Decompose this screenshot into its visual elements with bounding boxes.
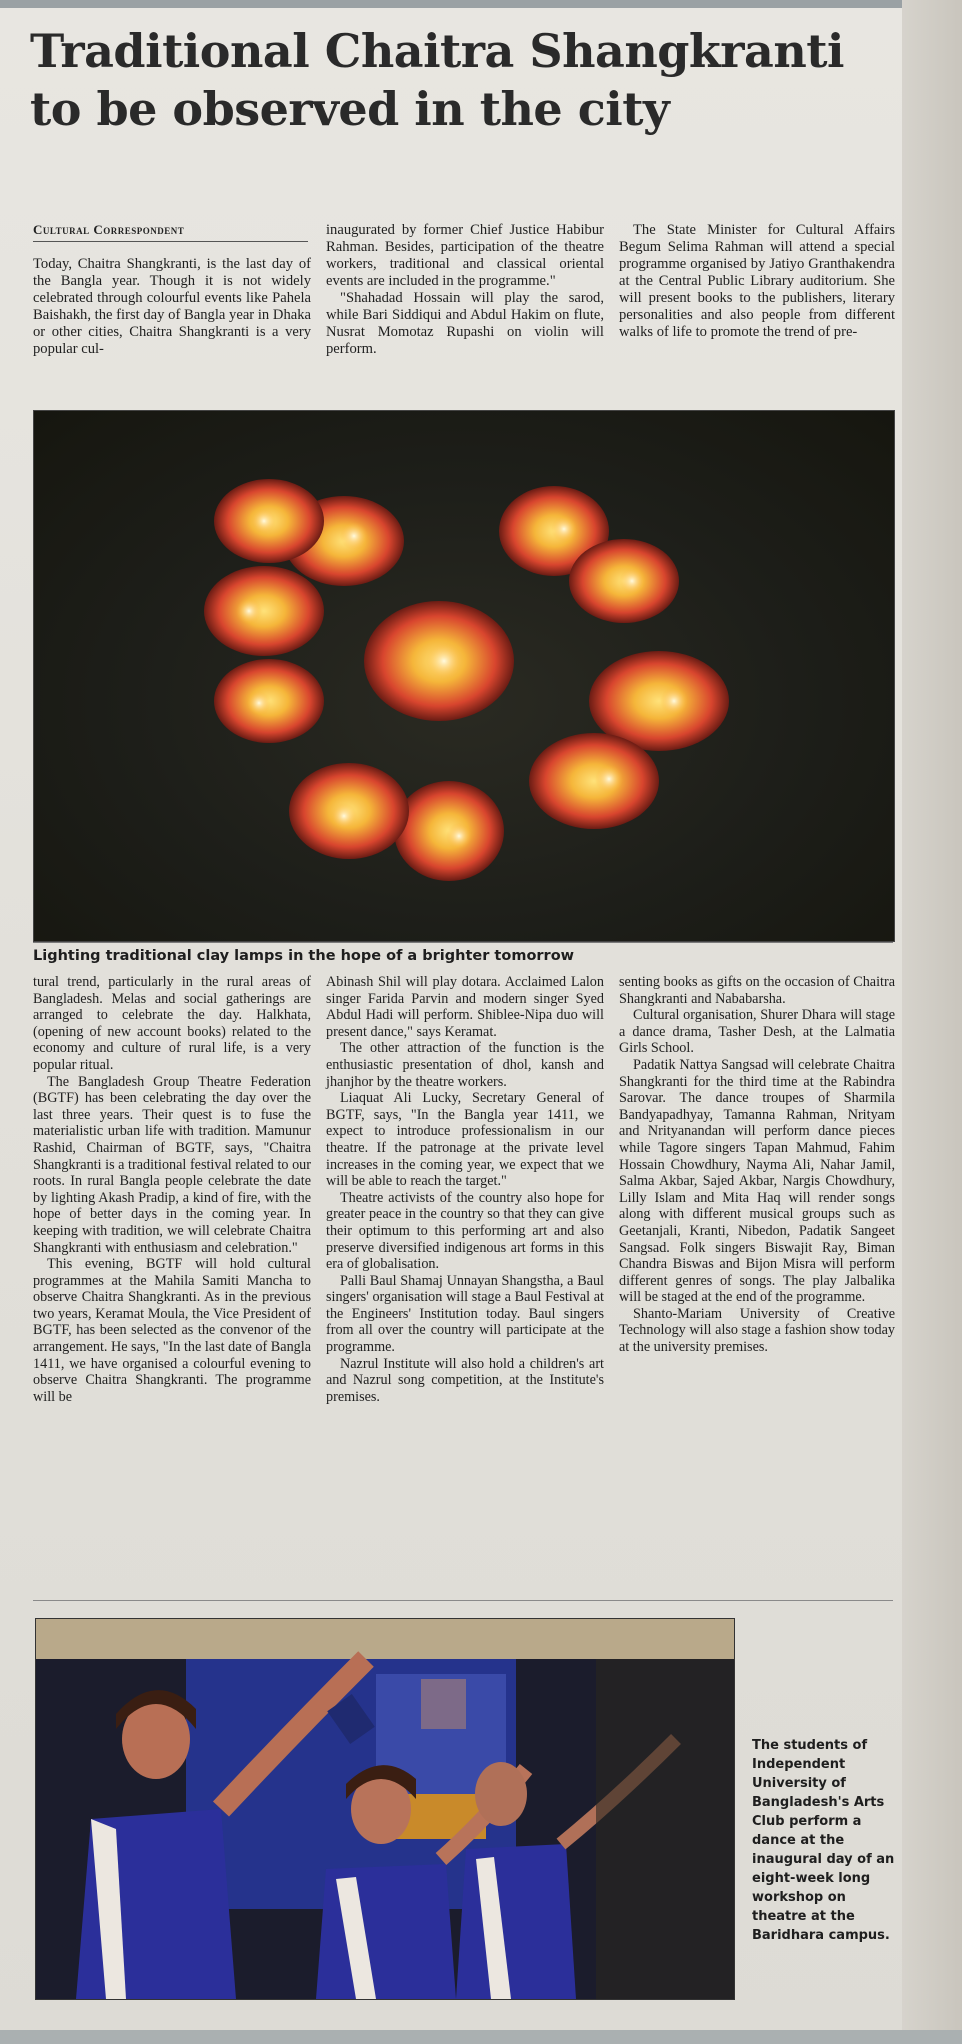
banner-picture [421,1679,466,1729]
paragraph: Liaquat Ali Lucky, Secretary General of BGTF, says, "In the Bangla year 1411, we expect to introduce professionalism in our theatre. If the patronage at the private level increases in the coming year, we expect that we will be able to reach the target." [326,1090,604,1190]
lamp-shape [529,733,659,829]
paragraph: Palli Baul Shamaj Unnayan Shangstha, a Baul singers' organisation will stage a Baul Festival at the Engineers' Institution today. Baul singers from all over the country will participate at the programme. [326,1272,604,1356]
paragraph: Shanto-Mariam University of Creative Technology will also stage a fashion show today at the university premises. [619,1305,895,1356]
byline-rule [33,241,308,242]
headline-line-2: to be observed in the city [30,82,670,136]
flame [331,803,357,829]
section-divider [33,1600,893,1601]
flame [595,765,623,793]
photo-caption-dancers: The students of Independent University of Bangladesh's Arts Club perform a dance at the inaugural day of an eight-week long workshop on theatre at the Baridhara campus. [752,1738,895,1943]
top-column-1 [33,256,311,358]
dancers-illustration [36,1619,734,1999]
paragraph: "Shahadad Hossain will play the sarod, while Bari Siddiqui and Abdul Hakim on flute, Nusrat Momotaz Rupashi on violin will perform. [326,290,604,357]
flame [247,691,271,715]
paragraph: Abinash Shil will play dotara. Acclaimed Lalon singer Farida Parvin and modern singer Syed Abdul Hadi will perform. Shiblee-Nipa duo will present dance," says Keramat. [326,974,604,1040]
bottom-column-2 [326,974,604,1405]
byline: Cultural Correspondent [33,222,185,237]
paragraph: Nazrul Institute will also hold a children's art and Nazrul song competition, at the Institute's premises. [326,1355,604,1405]
ceiling [36,1619,734,1659]
top-border [0,0,962,8]
headline-line-1: Traditional Chaitra Shangkranti [30,24,845,78]
right-shadow [596,1659,734,1999]
bottom-column-1 [33,974,311,1405]
flame [252,509,276,533]
flame [446,823,472,849]
photo-clay-lamps [33,410,895,942]
photo-caption: Lighting traditional clay lamps in the hope of a brighter tomorrow [33,948,575,964]
paragraph: Today, Chaitra Shangkranti, is the last day of the Bangla year. Though it is not widely celebrated through colourful events like Pahela Baishakh, the first day of Bangla year in Dhaka or other cities, Chaitra Shangkranti is a very popular cul- [33,256,311,357]
top-column-2 [326,222,604,358]
page-edge [902,0,962,2044]
paragraph: The Bangladesh Group Theatre Federation (BGTF) has been celebrating the day over the last three years. Their quest is to fuse the materialistic urban life with tradition. Mamunur Rashid, Chairman of BGTF, says, "Chaitra Shangkranti is a traditional festival related to our roots. In rural Bangla people celebrate the date by lighting Akash Pradip, a kind of fire, with the hope of better days in the coming year. In keeping with tradition, we will celebrate Chaitra Shangkranti with enthusiasm and celebration." [33,1073,311,1256]
paragraph: This evening, BGTF will hold cultural programmes at the Mahila Samiti Mancha to observe Chaitra Shangkranti. As in the previous two years, Keramat Moula, the Vice President of BGTF, has been selected as the convenor of the arrangement. He says, "In the last date of Bangla 1411, we have organised a colourful evening to observe Chaitra Shangkranti. The programme will be [33,1256,311,1405]
bottom-column-3 [619,974,895,1356]
paragraph: The State Minister for Cultural Affairs Begum Selima Rahman will attend a special programme organised by Jatiyo Granthakendra at the Central Public Library auditorium. She will present books to the publishers, literary personalities and also people from different walks of life to promote the trend of pre- [619,222,895,340]
flame [660,687,688,715]
paragraph: Theatre activists of the country also hope for greater peace in the country so that they can give their optimum to this performing art and also preserve diversified indigenous art forms in this era of globalisation. [326,1189,604,1273]
paragraph: The other attraction of the function is the enthusiastic presentation of dhol, kansh and jhanjhor by the theatre workers. [326,1040,604,1090]
paragraph: inaugurated by former Chief Justice Habibur Rahman. Besides, participation of the theatre workers, traditional and classical oriental events are included in the programme." [326,222,604,289]
top-column-3 [619,222,895,341]
bottom-border [0,2030,962,2044]
flame [340,522,368,550]
flame [619,568,645,594]
flame [551,516,577,542]
headline [30,22,910,138]
lamp-shape [204,566,324,656]
paragraph: senting books as gifts on the occasion of Chaitra Shangkranti and Nababarsha. [619,974,895,1007]
paragraph: Padatik Nattya Sangsad will celebrate Chaitra Shangkranti for the third time at the Rabindra Sarovar. The dance troupes of Sharmila Bandyapadhyay, Tamanna Rahman, Nrityam and Nrityanandan will perform dance pieces while Tagore singers Tapan Mahmud, Fahim Hossain Chowdhury, Nayma Ali, Nahar Jamil, Salma Akbar, Sajed Akbar, Nargis Chowdhury, Lilly Islam and Mita Haq will render songs along with different musical groups such as Geetanjali, Kranti, Nibedon, Padatik Sangeet Sangsad. Folk singers Biswajit Ray, Biman Chandra Biswas and Bijon Misra will perform different genres of songs. The play Jalbalika will be staged at the end of the programme. [619,1056,895,1306]
paragraph: tural trend, particularly in the rural areas of Bangladesh. Melas and social gatherings are arranged to celebrate the day. Halkhata, (opening of new account books) related to the economy and culture of rural life, is a very popular ritual. [33,974,311,1073]
photo-dancers [35,1618,735,2000]
caption-rule [33,942,893,943]
flame [426,643,462,679]
flame [236,598,262,624]
paragraph: Cultural organisation, Shurer Dhara will stage a dance drama, Tasher Desh, at the Lalmatia Girls School. [619,1007,895,1057]
clay-lamps-illustration [34,411,894,941]
lamp-ring [204,479,729,881]
